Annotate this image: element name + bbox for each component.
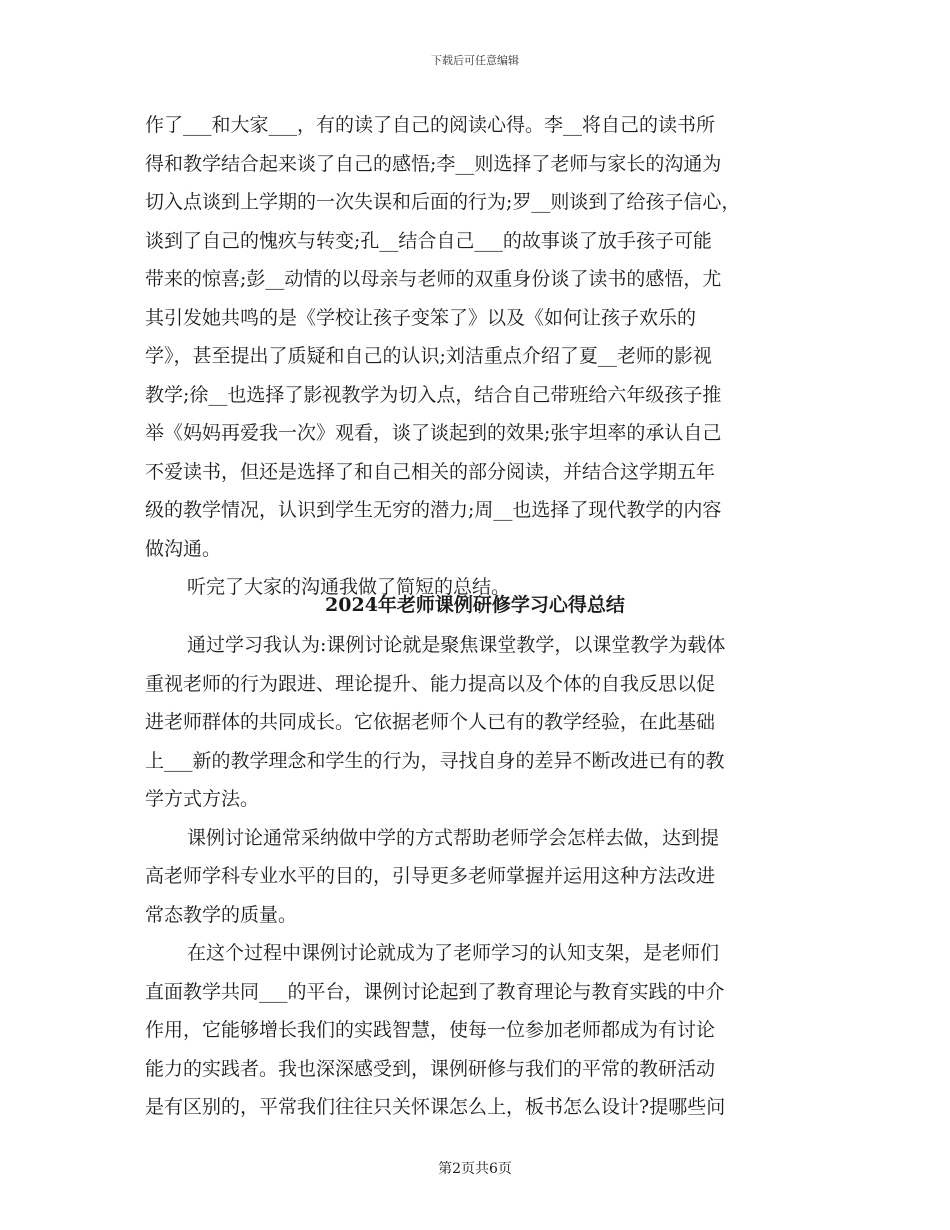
text-line: 带来的惊喜;彭__动情的以母亲与老师的双重身份谈了读书的感悟，尤	[145, 268, 722, 290]
text-line: 不爱读书，但还是选择了和自己相关的部分阅读，并结合这学期五年	[145, 460, 716, 483]
paragraph	[145, 819, 815, 935]
text-line: 课例讨论通常采纳做中学的方式帮助老师学会怎样去做，达到提	[187, 826, 720, 849]
body-text-bottom	[145, 626, 815, 1127]
text-line: 作用，它能够增长我们的实践智慧，使每一位参加老师都成为有讨论	[145, 1019, 716, 1041]
text-line: 作了___和大家___，有的读了自己的阅读心得。李__将自己的读书所	[145, 114, 716, 136]
text-line: 级的教学情况，认识到学生无穷的潜力;周__也选择了现代教学的内容	[145, 499, 722, 521]
text-line: 通过学习我认为:课例讨论就是聚焦课堂教学，以课堂教学为载体	[187, 634, 726, 656]
text-line: 学方式方法。	[145, 788, 260, 810]
text-line: 是有区别的，平常我们往往只关怀课怎么上，板书怎么设计?提哪些问	[145, 1096, 726, 1118]
paragraph	[145, 934, 815, 1127]
text-line: 听完了大家的沟通我做了简短的总结。	[187, 576, 511, 598]
text-line: 直面教学共同___的平台，课例讨论起到了教育理论与教育实践的中介	[145, 980, 725, 1003]
text-line: 在这个过程中课例讨论就成为了老师学习的认知支架，是老师们	[187, 942, 720, 964]
paragraph	[145, 106, 815, 568]
paragraph	[145, 626, 815, 819]
page-header: 下载后可任意编辑	[431, 54, 519, 67]
text-line: 谈到了自己的愧疚与转变;孔__结合自己___的故事谈了放手孩子可能	[145, 229, 712, 252]
section-title: 2024年老师课例研修学习心得总结	[325, 594, 625, 616]
text-line: 举《妈妈再爱我一次》观看，谈了谈起到的效果;张宇坦率的承认自己	[145, 422, 722, 444]
text-line: 进老师群体的共同成长。它依据老师个人已有的教学经验，在此基础	[145, 711, 716, 733]
text-line: 常态教学的质量。	[145, 903, 298, 926]
page-number: 第2页共6页	[438, 1161, 512, 1177]
text-line: 重视老师的行为跟进、理论提升、能力提高以及个体的自我反思以促	[145, 672, 716, 695]
text-line: 上___新的教学理念和学生的行为，寻找自身的差异不断改进已有的教	[145, 749, 725, 772]
text-line: 做沟通。	[145, 537, 222, 560]
text-line: 高老师学科专业水平的目的，引导更多老师掌握并运用这种方法改进	[145, 865, 716, 887]
text-line: 切入点谈到上学期的一次失误和后面的行为;罗__则谈到了给孩子信心，	[145, 191, 741, 213]
text-line: 学》，甚至提出了质疑和自己的认识;刘洁重点介绍了夏__老师的影视	[145, 345, 712, 367]
body-text-top	[145, 106, 815, 607]
text-line: 其引发她共鸣的是《学校让孩子变笨了》以及《如何让孩子欢乐的	[145, 306, 697, 329]
text-line: 能力的实践者。我也深深感受到，课例研修与我们的平常的教研活动	[145, 1057, 716, 1080]
text-line: 得和教学结合起来谈了自己的感悟;李__则选择了老师与家长的沟通为	[145, 152, 722, 175]
text-line: 教学;徐__也选择了影视教学为切入点，结合自己带班给六年级孩子推	[145, 383, 722, 406]
